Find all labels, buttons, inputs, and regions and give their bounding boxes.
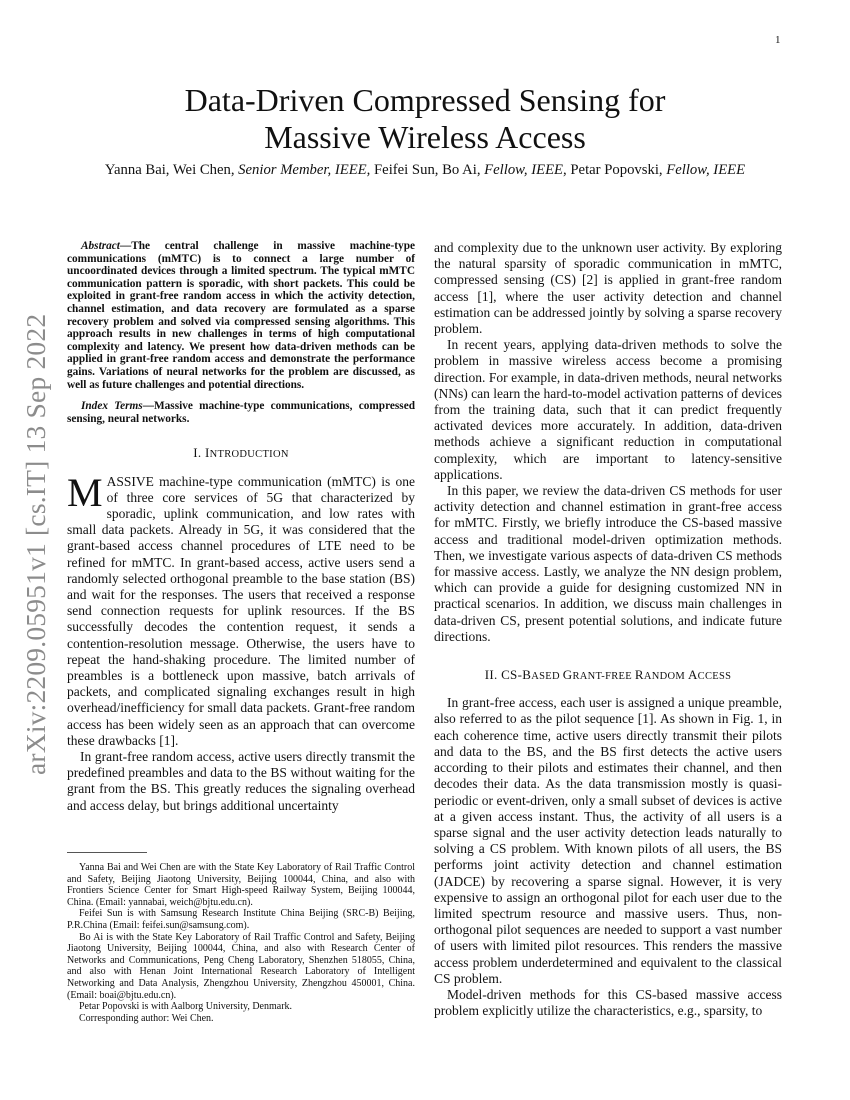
section-2-cap-4: A — [687, 667, 698, 683]
section-heading-introduction — [67, 445, 415, 463]
title-line-1: Data-Driven Compressed Sensing for — [184, 82, 666, 118]
section-2-prefix: CS- — [501, 667, 523, 683]
page-number: 1 — [775, 34, 781, 46]
section-2-cap-3: R — [634, 667, 644, 683]
section-1-rest: NTRODUCTION — [209, 449, 289, 461]
index-terms — [67, 400, 415, 425]
authors-part-3: , Petar Popovski, — [563, 162, 667, 178]
intro-paragraph-2: In grant-free random access, active users directly transmit the predefined preambles and data to the BS without waiting for the grant from the BS. This greatly reduces the signaling overhead and access delay, but brings additional uncertainty — [67, 748, 415, 813]
authors-role-2: Fellow, IEEE — [484, 162, 564, 178]
footnote-4: Petar Popovski is with Aalborg University, Denmark. — [79, 1001, 293, 1013]
authors-part-2: Feifei Sun, Bo Ai, — [370, 162, 485, 178]
section-2-rest-4: CCESS — [697, 671, 732, 683]
right-paragraph-1: and complexity due to the unknown user activity. By exploring the natural sparsity of sporadic communication in mMTC, compressed sensing (CS) [2] is applied in grant-free random access [1], where the user activity detection and channel estimation can be addressed jointly by solving a sparse recovery problem. — [434, 240, 782, 337]
abstract-text: —The central challenge in massive machine-type communications (mMTC) is to connect a large number of uncoordinated devices through a limited spectrum. The typical mMTC communication pattern is sporadic, with short packets. This could be exploited in grant-free random access in which the activity detection, channel estimation, and data recovery are formulated as a sparse recovery problem and solved via compressed sensing algorithms. This approach results in new challenges in terms of high computational complexity and latency. We present how data-driven methods can be applied in grant-free random access and demonstrate the performance gains. Variations of neural networks for the problem are discussed, as well as future challenges and potential directions. — [67, 240, 415, 391]
authors-role-3: Fellow, IEEE — [666, 162, 746, 178]
authors-part-1: Yanna Bai, Wei Chen, — [104, 162, 239, 178]
right-paragraph-2: In recent years, applying data-driven methods to solve the problem in massive wireless access become a promising direction. For example, in data-driven methods, neural networks (NNs) can learn the hard-to-model activation patterns of devices from the training data, such that it can predict frequently activated devices more accurately. In addition, data-driven methods achieve a significant reduction in computational complexity, which are important to latency-sensitive applications. — [434, 337, 782, 482]
right-paragraph-5: Model-driven methods for this CS-based massive access problem explicitly utilize the characteristics, e.g., sparsity, to — [434, 986, 782, 1019]
footnotes — [67, 862, 415, 1024]
section-1-number: I. — [193, 445, 205, 461]
section-2-rest-2: RANT-FREE — [572, 671, 635, 683]
footnote-2: Feifei Sun is with Samsung Research Institute China Beijing (SRC-B) Beijing, P.R.China (Email: feifei.sun@samsung.com). — [67, 908, 415, 931]
left-column — [67, 240, 415, 814]
index-terms-label: Index Terms — [81, 400, 143, 413]
footnote-1: Yanna Bai and Wei Chen are with the State Key Laboratory of Rail Traffic Control and Safety, Beijing Jiaotong University, Beijing 100044, China, and also with Frontiers Science Center for Smart High-speed Railway System, Beijing 100044, China. (Email: yannabai, weich@bjtu.edu.cn). — [67, 862, 415, 908]
section-2-number: II. — [484, 667, 502, 683]
footnote-5: Corresponding author: Wei Chen. — [79, 1012, 214, 1024]
drop-cap: M — [67, 469, 103, 515]
section-2-cap-1: B — [522, 667, 532, 683]
section-heading-cs-based-access — [434, 667, 782, 685]
footnote-rule — [67, 852, 147, 853]
section-2-cap-2: G — [562, 667, 573, 683]
section-2-rest-1: ASED — [531, 671, 563, 683]
right-column — [434, 240, 782, 1019]
section-2-rest-3: ANDOM — [643, 671, 688, 683]
right-paragraph-4: In grant-free access, each user is assigned a unique preamble, also referred to as the pilot sequence [1]. As shown in Fig. 1, in each coherence time, active users directly transmit their pilots and data to the BS, and the BS first detects the active users according to their pilots and estimates their channel, and then decodes their data. As the data transmission mostly is quasi-periodic or event-driven, only a small subset of devices is active at a given access instant. Thus, the activity of all users is a sparse signal and the user activity detection leads naturally to solving a CS problem. With known pilots of all users, the BS performs joint activity detection and channel estimation (JADCE) by recovering a sparse signal. However, it is very expensive to assign an orthogonal pilot for each user due to the limited spectrum resource and massive users. Thus, non-orthogonal pilot sequences are needed to support a vast number of users with limited pilot resources. This renders the massive access problem underdetermined and equivalent to the classical CS problem. — [434, 695, 782, 986]
index-terms-text: —Massive machine-type communications, compressed sensing, neural networks. — [67, 400, 416, 425]
intro-paragraph-1 — [67, 469, 415, 749]
authors-role-1: Senior Member, IEEE, — [238, 162, 371, 178]
section-1-cap: I — [204, 445, 210, 461]
paper-title — [0, 82, 850, 156]
right-paragraph-3: In this paper, we review the data-driven CS methods for user activity detection and channel estimation in grant-free access for mMTC. Firstly, we briefly introduce the CS-based massive access and traditional model-driven optimization methods. Then, we investigate various aspects of data-driven CS methods for massive access. Lastly, we analyze the NN design problem, which can provide a guide for designing customized NN in practical scenarios. In addition, we discuss main challenges in data-driven CS, present potential solutions, and indicate future directions. — [434, 483, 782, 644]
title-line-2: Massive Wireless Access — [264, 119, 586, 155]
author-list — [0, 162, 850, 179]
abstract — [67, 240, 415, 391]
footnote-3: Bo Ai is with the State Key Laboratory of Rail Traffic Control and Safety, Beijing Jiaotong University, Beijing 100044, China, and also with Research Center of Networks and Communications, Peng Cheng Laboratory, Shenzhen 518055, China, and also with Henan Joint International Research Laboratory of Intelligent Networking and Data Analysis, Zhengzhou University, Zhengzhou 450001, China. (Email: boai@bjtu.edu.cn). — [67, 931, 415, 1001]
arxiv-stamp: arXiv:2209.05951v1 [cs.IT] 13 Sep 2022 — [20, 313, 51, 775]
abstract-label: Abstract — [81, 240, 120, 252]
intro-paragraph-1-text: ASSIVE machine-type communication (mMTC) is one of three core services of 5G that characterized by sporadic, uplink communication, and low rates with small data packets. Already in 5G, it was considered that the grant-based access channel procedures of LTE need to be refined for mMTC. In grant-based access, active users send a randomly selected orthogonal preamble to the base station (BS) and wait for the responses. The users that received a response send connection requests for uplink resources. If the BS successfully decodes the contention request, it sends a contention-resolution message. Otherwise, the users have to repeat the hand-shaking procedure. The limited number of preambles is a bottleneck upon massive, batch arrivals of packets, and complicated signaling exchanges result in high overhead/inefficiency for small data packets. Grant-free random access has been widely seen as an approach that can overcome these drawbacks [1]. — [67, 473, 415, 748]
